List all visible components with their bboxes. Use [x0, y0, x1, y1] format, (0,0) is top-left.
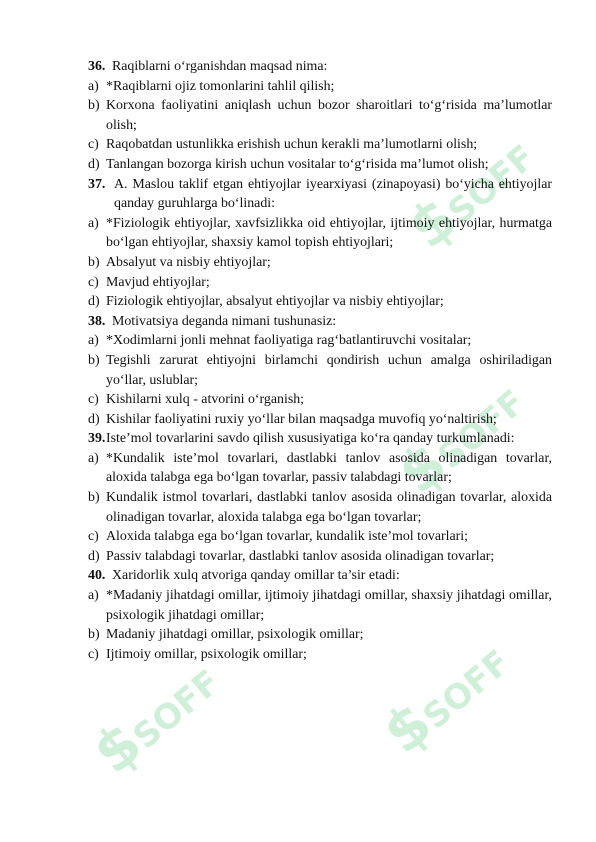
option-text: *Raqiblarni ojiz tomonlarini tahlil qilish; [106, 78, 335, 94]
answer-option [88, 390, 552, 410]
option-label: d) [88, 548, 100, 564]
option-text: Tanlangan bozorga kirish uchun vositalar to‘g‘risida ma’lumot olish; [106, 156, 489, 172]
answer-option [88, 214, 552, 253]
answer-option [88, 449, 552, 488]
option-text: Raqobatdan ustunlikka erishish uchun kerakli ma’lumotlarni olish; [106, 137, 478, 153]
option-label: c) [88, 646, 99, 662]
option-label: b) [88, 98, 100, 114]
option-text: *Kundalik iste’mol tovarlari, dastlabki tanlov asosida olinadigan tovarlar, aloxida talabga ega bo‘lgan tovarlar, passiv talabdagi tovarlar; [106, 450, 552, 486]
answer-option [88, 273, 552, 293]
option-label: b) [88, 490, 100, 506]
answer-option [88, 527, 552, 547]
option-label: c) [88, 529, 99, 545]
question-text: Xaridorlik xulq atvoriga qanday omillar ta’sir etadi: [112, 568, 400, 584]
answer-option [88, 292, 552, 312]
option-label: c) [88, 274, 99, 290]
answer-option [88, 135, 552, 155]
option-text: Passiv talabdagi tovarlar, dastlabki tanlov asosida olinadigan tovarlar; [106, 548, 495, 564]
option-label: a) [88, 215, 99, 231]
option-label: d) [88, 294, 100, 310]
question-number: 39. [88, 431, 106, 447]
watermark-text: SOFF [440, 137, 543, 233]
answer-option [88, 547, 552, 567]
option-label: b) [88, 627, 100, 643]
question-heading [88, 57, 552, 77]
question-text: Iste’mol tovarlarini savdo qilish xususiyatiga ko‘ra qanday turkumlanadi: [106, 431, 515, 447]
watermark-logo-icon: $ [385, 429, 460, 508]
watermark-logo-icon: $ [395, 184, 470, 263]
option-label: a) [88, 588, 99, 604]
question-heading [88, 566, 552, 586]
option-label: b) [88, 254, 100, 270]
option-label: c) [88, 137, 99, 153]
answer-option [88, 351, 552, 390]
option-text: Absalyut va nisbiy ehtiyojlar; [106, 254, 271, 270]
question-number: 40. [88, 568, 106, 584]
option-label: d) [88, 411, 100, 427]
question-number: 36. [88, 59, 106, 74]
question-heading [88, 175, 552, 214]
option-text: Kishilarni xulq - atvorini o‘rganish; [106, 392, 305, 408]
option-text: Kishilar faoliyatini ruxiy yo‘llar bilan maqsadga muvofiq yo‘naltirish; [106, 411, 497, 427]
watermark-logo-icon: $ [80, 709, 155, 788]
option-text: *Fiziologik ehtiyojlar, xavfsizlikka oid ehtiyojlar, ijtimoiy ehtiyojlar, hurmatga bo‘lgan ehtiyojlar, shaxsiy kamol topish ehtiyojlari; [106, 215, 552, 251]
answer-option [88, 586, 552, 625]
question-text: Motivatsiya deganda nimani tushunasiz: [112, 313, 337, 329]
option-text: Mavjud ehtiyojlar; [106, 274, 210, 290]
answer-option [88, 96, 552, 135]
option-label: b) [88, 352, 100, 368]
option-text: Korxona faoliyatini aniqlash uchun bozor sharoitlari to‘g‘risida ma’lumotlar olish; [106, 98, 552, 133]
answer-option [88, 645, 552, 665]
question-list [88, 57, 552, 664]
watermark-logo-icon: $ [370, 689, 445, 768]
answer-option [88, 77, 552, 97]
option-label: a) [88, 333, 99, 349]
watermark-text: SOFF [415, 642, 518, 738]
answer-option [88, 331, 552, 351]
option-text: Aloxida talabga ega bo‘lgan tovarlar, kundalik iste’mol tovarlari; [106, 529, 469, 545]
option-label: d) [88, 156, 100, 172]
question-heading [88, 312, 552, 332]
question-text: Raqiblarni o‘rganishdan maqsad nima: [112, 59, 328, 74]
option-text: Tegishli zarurat ehtiyojni birlamchi qondirish uchun amalga oshiriladigan yo‘llar, uslublar; [106, 352, 552, 388]
answer-option [88, 155, 552, 175]
question-number: 38. [88, 313, 106, 329]
option-label: a) [88, 78, 99, 94]
question-number: 37. [88, 176, 106, 192]
question-heading [88, 429, 552, 449]
answer-option [88, 253, 552, 273]
option-text: Ijtimoiy omillar, psixologik omillar; [106, 646, 307, 662]
option-text: Madaniy jihatdagi omillar, psixologik omillar; [106, 627, 364, 643]
answer-option [88, 625, 552, 645]
answer-option [88, 488, 552, 527]
option-text: Fiziologik ehtiyojlar, absalyut ehtiyojlar va nisbiy ehtiyojlar; [106, 294, 444, 310]
watermark [80, 645, 231, 787]
watermark-text: SOFF [430, 382, 533, 478]
option-text: Kundalik istmol tovarlari, dastlabki tanlov asosida olinadigan tovarlar, aloxida olinadigan tovarlar, aloxida talabga ega bo‘lgan tovarlar; [106, 490, 552, 525]
answer-option [88, 410, 552, 430]
option-text: *Xodimlarni jonli mehnat faoliyatiga rag‘batlantiruvchi vositalar; [106, 333, 472, 349]
question-text: A. Maslou taklif etgan ehtiyojlar iyearxiyasi (zinapoyasi) bo‘yicha ehtiyojlar qanday guruhlarga bo‘linadi: [114, 176, 552, 212]
option-text: *Madaniy jihatdagi omillar, ijtimoiy jihatdagi omillar, shaxsiy jihatdagi omillar, psixologik jihatdagi omillar; [106, 588, 552, 623]
option-label: c) [88, 392, 99, 408]
option-label: a) [88, 450, 99, 466]
watermark-text: SOFF [125, 662, 228, 758]
